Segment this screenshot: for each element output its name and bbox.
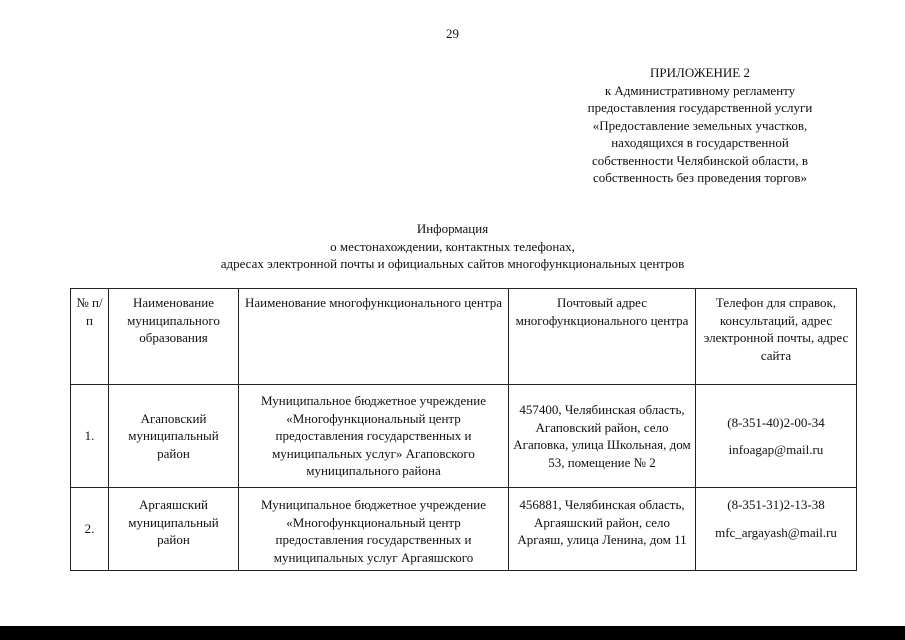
appendix-header <box>540 64 860 187</box>
table-header-row <box>71 289 857 385</box>
appendix-line: к Административному регламенту <box>604 82 796 98</box>
appendix-line: ПРИЛОЖЕНИЕ 2 <box>650 65 750 80</box>
page-number: 29 <box>446 26 459 41</box>
address-cell: 456881, Челябинская область, Аргаяшский район, село Аргаяш, улица Ленина, дом 11 <box>509 488 696 571</box>
title-line: Информация <box>416 221 489 236</box>
header-postal-address: Почтовый адрес многофункционального центра <box>509 289 696 385</box>
center-name-cell: Муниципальное бюджетное учреждение «Многофункциональный центр предоставления государственных и муниципальных услуг» Агаповского муниципального района <box>239 385 509 488</box>
title-line: о местонахождении, контактных телефонах, <box>330 238 575 254</box>
footer-bar <box>0 626 905 640</box>
header-municipality: Наименование муниципального образования <box>109 289 239 385</box>
center-name-cell: Муниципальное бюджетное учреждение «Многофункциональный центр предоставления государственных и муниципальных услуг Аргаяшского <box>239 488 509 571</box>
title-line: адресах электронной почты и официальных сайтов многофункциональных центров <box>220 256 685 271</box>
email-address[interactable]: infoagap@mail.ru <box>728 442 824 457</box>
phone-number: (8-351-40)2-00-34 <box>727 414 825 430</box>
phone-number: (8-351-31)2-13-38 <box>727 497 825 512</box>
appendix-line: предоставления государственной услуги <box>587 100 813 115</box>
row-number: 1. <box>71 385 109 488</box>
appendix-line: «Предоставление земельных участков, <box>592 117 808 133</box>
address-cell: 457400, Челябинская область, Агаповский район, село Агаповка, улица Школьная, дом 53, помещение № 2 <box>509 385 696 488</box>
email-address[interactable]: mfc_argayash@mail.ru <box>715 524 837 540</box>
contacts-cell <box>696 488 857 571</box>
appendix-line: находящихся в государственной <box>611 135 789 150</box>
header-contacts: Телефон для справок, консультаций, адрес электронной почты, адрес сайта <box>696 289 857 385</box>
table-row <box>71 488 857 571</box>
header-center-name: Наименование многофункционального центра <box>239 289 509 385</box>
municipality-cell: Аргаяшский муниципальный район <box>109 488 239 571</box>
document-title <box>0 220 905 273</box>
table-row <box>71 385 857 488</box>
row-number: 2. <box>71 488 109 571</box>
contacts-cell <box>696 385 857 488</box>
appendix-line: собственность без проведения торгов» <box>592 170 808 185</box>
appendix-line: собственности Челябинской области, в <box>591 152 808 168</box>
mfc-table <box>70 288 857 571</box>
header-number: № п/п <box>71 289 109 385</box>
municipality-cell: Агаповский муниципальный район <box>109 385 239 488</box>
